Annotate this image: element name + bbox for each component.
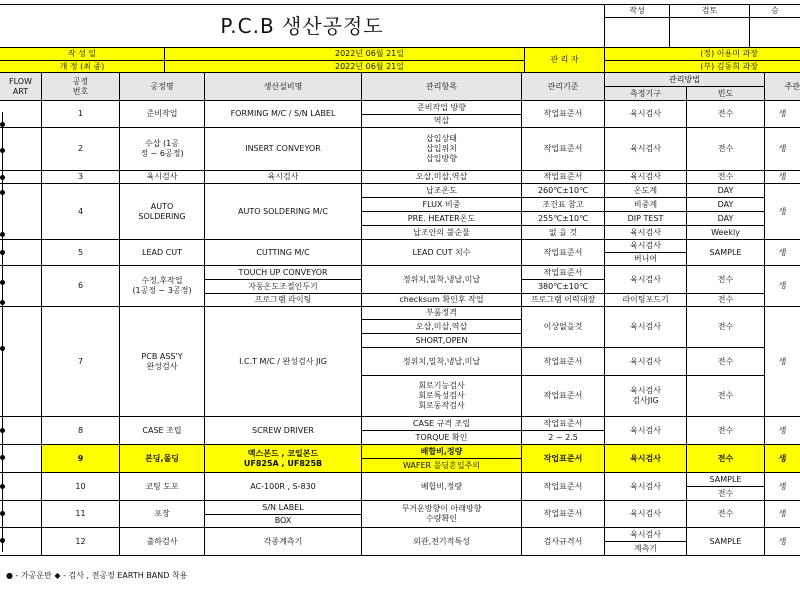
item: checksum 확인후 작업: [362, 294, 522, 307]
measure: 육시검사: [605, 171, 687, 184]
revised-date: 2022년 06월 21일: [165, 61, 525, 73]
step-no: 7: [42, 307, 120, 417]
step-name: 본딩,몰딩: [120, 445, 205, 473]
measure: 라이팅포드기: [605, 294, 687, 307]
freq: 전수: [687, 128, 765, 171]
flow-cell: [0, 417, 42, 445]
flow-cell: [0, 473, 42, 501]
step-no: 1: [42, 101, 120, 128]
approval-sign-review: [670, 18, 750, 48]
approval-label-write: 작성: [605, 4, 670, 18]
standard: 작업표준서: [522, 417, 605, 431]
flow-dot: [0, 300, 5, 305]
step-name: 수삽 (1공 정 ~ 6공정): [120, 128, 205, 171]
standard: 조건표 참고: [522, 198, 605, 212]
flow-dot: [0, 428, 5, 433]
item: 오삽,미삽,역삽: [362, 171, 522, 184]
approval-label-approve: 승: [750, 4, 800, 18]
flow-cell: [0, 307, 42, 417]
freq: 전수: [687, 266, 765, 294]
standard: 2 ~ 2.5: [522, 431, 605, 445]
main-dept: 생: [765, 445, 800, 473]
flow-dot: [0, 455, 5, 460]
standard: 작업표준서: [522, 376, 605, 417]
revised-label: 개 정 (최 종): [0, 61, 165, 73]
measure: 육시검사: [605, 307, 687, 348]
item: 납조온도: [362, 184, 522, 198]
header-main: 주관: [765, 73, 800, 101]
freq: 전수: [687, 101, 765, 128]
freq: 전수: [687, 376, 765, 417]
step-name: 수정,후작업 (1공정 ~ 3공정): [120, 266, 205, 307]
standard: 255℃±10℃: [522, 212, 605, 226]
flow-dot: [0, 175, 5, 180]
flow-cell: [0, 501, 42, 528]
item: 정위치,밀착,냉납,미납: [362, 266, 522, 294]
standard: 작업표준서: [522, 266, 605, 280]
item: TORQUE 확인: [362, 431, 522, 445]
flow-cell: [0, 101, 42, 128]
measure: 육시검사: [605, 226, 687, 240]
main-dept: 생: [765, 473, 800, 501]
flow-cell: [0, 528, 42, 556]
flow-dot: [0, 346, 5, 351]
item: SHORT,OPEN: [362, 334, 522, 348]
step-no: 2: [42, 128, 120, 171]
flow-cell: [0, 184, 42, 240]
standard: 작업표준서: [522, 445, 605, 473]
freq: 전수: [687, 348, 765, 376]
measure: 육시검사: [605, 240, 687, 253]
standard: 없 을 것: [522, 226, 605, 240]
item: 배합비,정량: [362, 473, 522, 501]
measure: DIP TEST: [605, 212, 687, 226]
standard: 작업표준서: [522, 171, 605, 184]
main-dept: 생: [765, 171, 800, 184]
approval-label-review: 검토: [670, 4, 750, 18]
flow-cell: [0, 240, 42, 266]
equipment: FORMING M/C / S/N LABEL: [205, 101, 362, 128]
measure: 버니어: [605, 253, 687, 266]
equipment: SCREW DRIVER: [205, 417, 362, 445]
header-step-name: 공정명: [120, 73, 205, 101]
main-dept: 생: [765, 417, 800, 445]
step-no: 3: [42, 171, 120, 184]
step-name: 코팅 도포: [120, 473, 205, 501]
step-no: 5: [42, 240, 120, 266]
freq: SAMPLE: [687, 240, 765, 266]
measure: 육시검사: [605, 417, 687, 445]
flow-cell: [0, 445, 42, 473]
equipment: 각종계측기: [205, 528, 362, 556]
flow-dot: [0, 190, 5, 195]
freq: 전수: [687, 487, 765, 501]
freq: 전수: [687, 501, 765, 528]
main-dept: 생: [765, 240, 800, 266]
freq: DAY: [687, 198, 765, 212]
measure: 육시검사: [605, 128, 687, 171]
measure: 육시검사: [605, 528, 687, 542]
measure: 육시검사: [605, 101, 687, 128]
step-no: 9: [42, 445, 120, 473]
item: 삽입상태 삽입위치 삽입방향: [362, 128, 522, 171]
flow-cell: [0, 171, 42, 184]
standard: 프로그램 이력대장: [522, 294, 605, 307]
measure: 육시검사: [605, 445, 687, 473]
equipment: 육시검사: [205, 171, 362, 184]
freq: 전수: [687, 307, 765, 348]
step-no: 11: [42, 501, 120, 528]
header-freq: 빈도: [687, 87, 765, 101]
equipment: BOX: [205, 515, 362, 528]
main-dept: 생: [765, 307, 800, 417]
approval-sign-write: [605, 18, 670, 48]
item: 외관,전기적특성: [362, 528, 522, 556]
item: 역삽: [362, 115, 522, 128]
flow-dot: [0, 484, 5, 489]
flow-dot: [0, 280, 5, 285]
flow-dot: [0, 538, 5, 543]
approval-sign-approve: [750, 18, 800, 48]
standard: 작업표준서: [522, 128, 605, 171]
created-label: 작 성 일: [0, 48, 165, 61]
freq: DAY: [687, 184, 765, 198]
equipment: TOUCH UP CONVEYOR: [205, 266, 362, 280]
item: CASE 규격 조립: [362, 417, 522, 431]
header-flow: FLOW ART: [0, 73, 42, 101]
standard: 380℃±10℃: [522, 280, 605, 294]
manager-label: 관 리 자: [525, 48, 605, 73]
standard: 작업표준서: [522, 348, 605, 376]
item: 회로기능검사 회로특성검사 회로동작검사: [362, 376, 522, 417]
flow-cell: [0, 266, 42, 307]
measure: 육시검사: [605, 473, 687, 501]
standard: 이상없을것: [522, 307, 605, 348]
step-name: PCB ASS'Y 완성검사: [120, 307, 205, 417]
flow-cell: [0, 128, 42, 171]
equipment: INSERT CONVEYOR: [205, 128, 362, 171]
header-measure: 측정기구: [605, 87, 687, 101]
item: 부품정격: [362, 307, 522, 320]
step-no: 4: [42, 184, 120, 240]
measure: 육시검사 검사JIG: [605, 376, 687, 417]
freq: DAY: [687, 212, 765, 226]
equipment: 자동온도조절인두기: [205, 280, 362, 294]
item: 오삽,미삽,역삽: [362, 320, 522, 334]
step-no: 8: [42, 417, 120, 445]
manager-primary: (정) 이용미 과장: [605, 48, 800, 61]
step-name: 포장: [120, 501, 205, 528]
measure: 육시검사: [605, 348, 687, 376]
measure: 비중계: [605, 198, 687, 212]
flow-dot: [0, 122, 5, 127]
standard: 작업표준서: [522, 101, 605, 128]
flow-dot: [0, 148, 5, 153]
flow-dot: [0, 511, 5, 516]
main-dept: 생: [765, 501, 800, 528]
standard: 작업표준서: [522, 501, 605, 528]
header-step-no: 공정 번호: [42, 73, 120, 101]
equipment: 프로그램 라이팅: [205, 294, 362, 307]
step-name: CASE 조립: [120, 417, 205, 445]
step-name: 육시검사: [120, 171, 205, 184]
item: LEAD CUT 치수: [362, 240, 522, 266]
main-dept: 생: [765, 528, 800, 556]
measure: 온도계: [605, 184, 687, 198]
standard: 검사규격서: [522, 528, 605, 556]
flow-dot: [0, 250, 5, 255]
standard: 작업표준서: [522, 473, 605, 501]
main-dept: 생: [765, 184, 800, 240]
equipment: I.C.T M/C / 완성검사 JIG: [205, 307, 362, 417]
header-method: 관리방법: [605, 73, 765, 87]
freq: 전수: [687, 417, 765, 445]
equipment: AC-100R , S-830: [205, 473, 362, 501]
standard: 260℃±10℃: [522, 184, 605, 198]
step-name: LEAD CUT: [120, 240, 205, 266]
freq: 전수: [687, 171, 765, 184]
item: PRE. HEATER온도: [362, 212, 522, 226]
item: FLUX 비중: [362, 198, 522, 212]
step-no: 6: [42, 266, 120, 307]
manager-secondary: (부) 김동희 과장: [605, 61, 800, 73]
measure: 육시검사: [605, 266, 687, 294]
measure: 육시검사: [605, 501, 687, 528]
flow-dot: [0, 232, 5, 237]
freq: Weekly: [687, 226, 765, 240]
item: WAFER 몰딩혼입주의: [362, 459, 522, 473]
freq: SAMPLE: [687, 473, 765, 487]
item: 정위치,밀착,냉납,미납: [362, 348, 522, 376]
freq: 전수: [687, 294, 765, 307]
equipment: CUTTING M/C: [205, 240, 362, 266]
standard: 작업표준서: [522, 240, 605, 266]
step-name: 출하검사: [120, 528, 205, 556]
freq: 전수: [687, 445, 765, 473]
item: 무거운방향이 아래방향 수량확인: [362, 501, 522, 528]
main-dept: 생: [765, 101, 800, 128]
step-no: 10: [42, 473, 120, 501]
equipment: AUTO SOLDERING M/C: [205, 184, 362, 240]
item: 배합비,정량: [362, 445, 522, 459]
equipment: S/N LABEL: [205, 501, 362, 515]
step-name: 준비작업: [120, 101, 205, 128]
page-title: P.C.B 생산공정도: [0, 4, 605, 48]
header-standard: 관리기준: [522, 73, 605, 101]
measure: 계측기: [605, 542, 687, 556]
item: 준비작업 방향: [362, 101, 522, 115]
header-equipment: 생산설비명: [205, 73, 362, 101]
created-date: 2022년 06월 21일: [165, 48, 525, 61]
header-item: 관리항목: [362, 73, 522, 101]
step-no: 12: [42, 528, 120, 556]
main-dept: 생: [765, 128, 800, 171]
freq: SAMPLE: [687, 528, 765, 556]
equipment: 맥스본드 , 코일본드 UF825A , UF825B: [205, 445, 362, 473]
step-name: AUTO SOLDERING: [120, 184, 205, 240]
legend: ● - 가공운반 ◆ - 검사 , 전공정 EARTH BAND 착용: [6, 571, 188, 580]
item: 납조안의 불순물: [362, 226, 522, 240]
main-dept: 생: [765, 266, 800, 307]
